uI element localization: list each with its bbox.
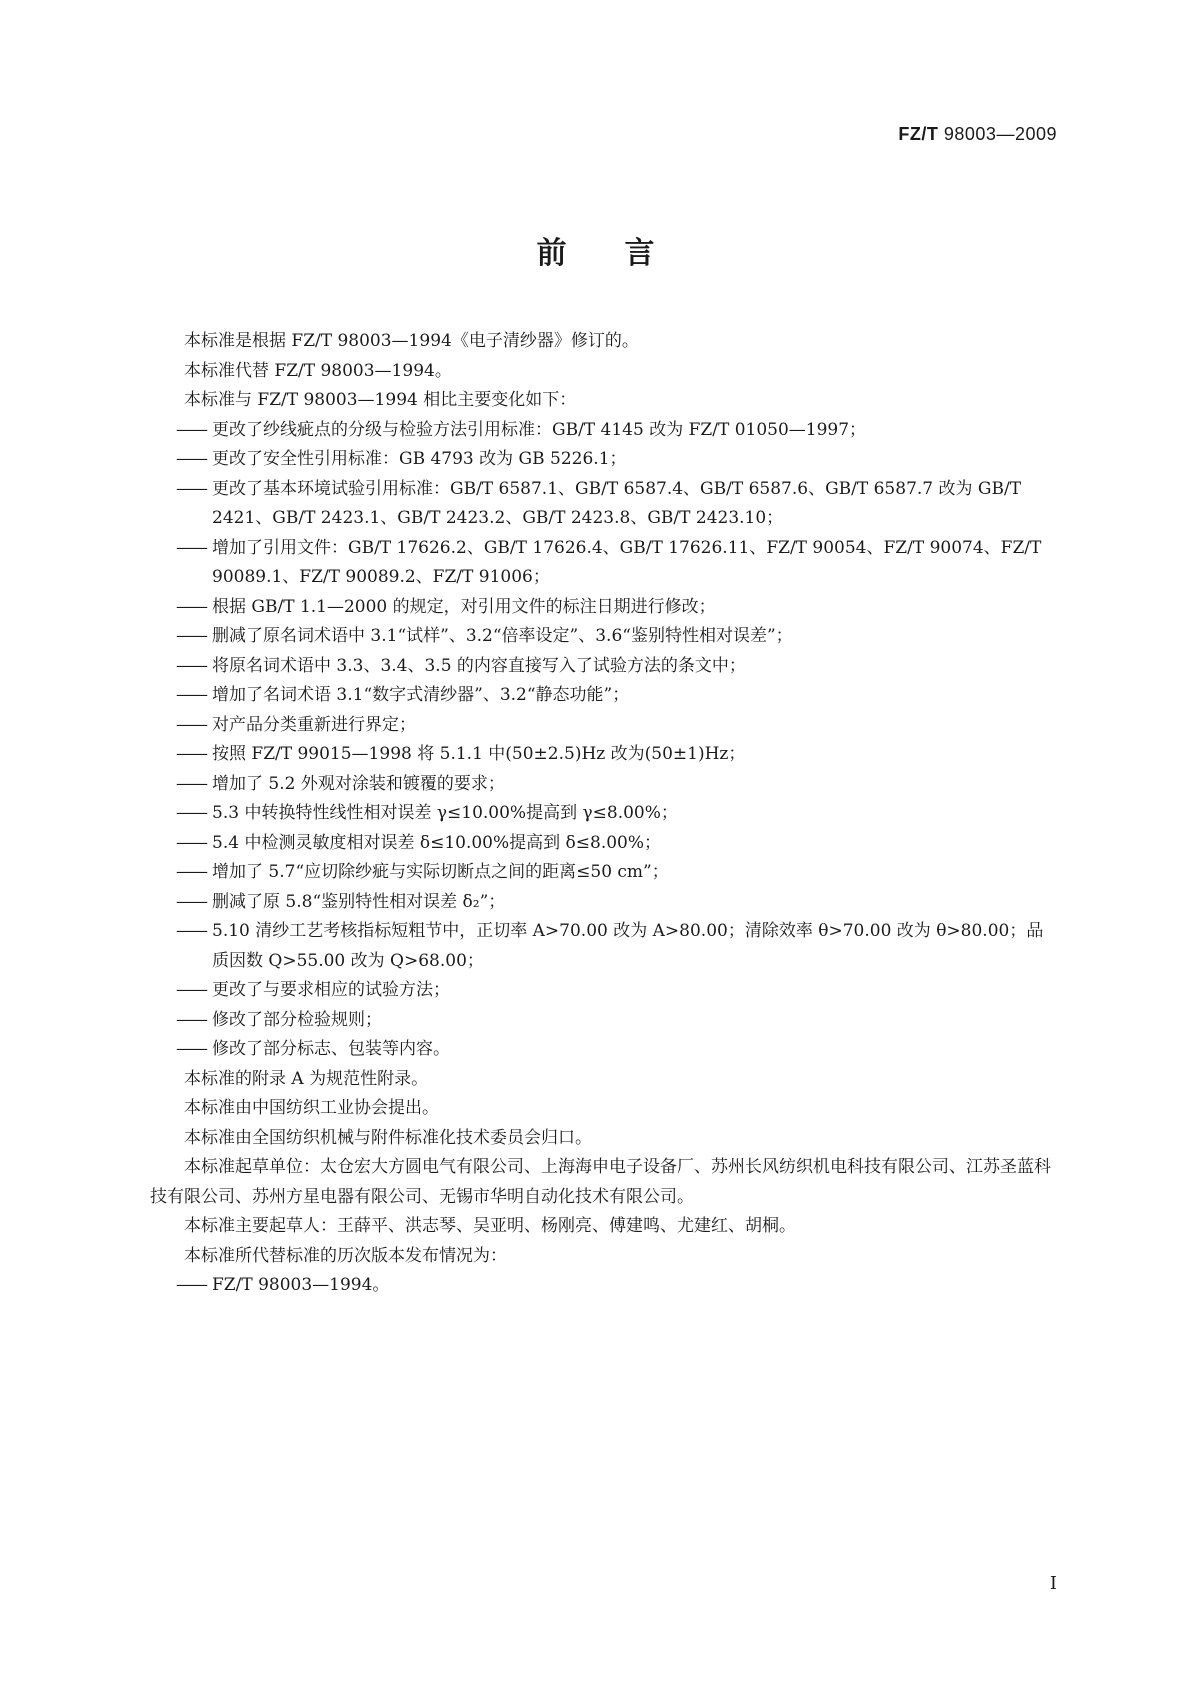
history-item-text: FZ/T 98003—1994。: [212, 1275, 390, 1295]
change-item: [150, 829, 1058, 859]
document-code-prefix: FZ/T: [898, 124, 939, 144]
paragraph: 本标准代替 FZ/T 98003—1994。: [184, 360, 452, 381]
change-item: [150, 534, 1058, 593]
dash-marker: ——: [176, 862, 206, 882]
change-item: [150, 445, 1058, 475]
change-item: [150, 652, 1058, 682]
dash-marker: ——: [176, 832, 206, 853]
paragraph: 本标准由全国纺织机械与附件标准化技术委员会归口。: [184, 1127, 592, 1148]
change-item-text: 5.10 清纱工艺考核指标短粗节中，正切率 A>70.00 改为 A>80.00；清除效率 θ>70.00 改为 θ>80.00；品质因数 Q>55.00 改为 Q>68.00；: [212, 921, 1044, 971]
dash-marker: ——: [176, 478, 206, 499]
change-item-text: 增加了 5.2 外观对涂装和镀覆的要求；: [212, 773, 505, 794]
change-item-text: 增加了引用文件：GB/T 17626.2、GB/T 17626.4、GB/T 17626.11、FZ/T 90054、FZ/T 90074、FZ/T 90089.1、FZ/T 90089.2、FZ/T 91006；: [212, 537, 1042, 587]
change-item: [150, 681, 1058, 711]
change-item: [150, 770, 1058, 800]
dash-marker: ——: [176, 744, 206, 764]
change-item: [150, 711, 1058, 741]
dash-marker: ——: [176, 537, 206, 558]
dash-marker: ——: [176, 626, 206, 646]
paragraph: 本标准主要起草人：王薛平、洪志琴、吴亚明、杨刚亮、傅建鸣、尤建红、胡桐。: [184, 1216, 796, 1236]
change-item-text: 根据 GB/T 1.1—2000 的规定，对引用文件的标注日期进行修改；: [212, 596, 716, 617]
change-item-text: 更改了纱线疵点的分级与检验方法引用标准：GB/T 4145 改为 FZ/T 01050—1997；: [212, 419, 867, 440]
dash-marker: ——: [176, 803, 206, 823]
dash-marker: ——: [176, 980, 206, 1000]
change-item: [150, 858, 1058, 888]
change-item-text: 5.4 中检测灵敏度相对误差 δ≤10.00%提高到 δ≤8.00%；: [212, 832, 662, 853]
paragraph: 本标准起草单位：太仓宏大方圆电气有限公司、上海海申电子设备厂、苏州长风纺织机电科技有限公司、江苏圣蓝科技有限公司、苏州方星电器有限公司、无锡市华明自动化技术有限公司。: [150, 1157, 1051, 1207]
paragraph: 本标准的附录 A 为规范性附录。: [184, 1068, 429, 1089]
change-item-text: 增加了名词术语 3.1“数字式清纱器”、3.2“静态功能”；: [212, 685, 630, 705]
change-item-text: 将原名词术语中 3.3、3.4、3.5 的内容直接写入了试验方法的条文中；: [212, 655, 746, 676]
dash-marker: ——: [176, 714, 206, 735]
change-item-text: 5.3 中转换特性线性相对误差 γ≤10.00%提高到 γ≤8.00%；: [212, 803, 678, 823]
dash-marker: ——: [176, 1039, 206, 1059]
change-item-text: 对产品分类重新进行界定；: [212, 714, 416, 735]
change-item: [150, 622, 1058, 652]
change-item-text: 更改了基本环境试验引用标准：GB/T 6587.1、GB/T 6587.4、GB/T 6587.6、GB/T 6587.7 改为 GB/T 2421、GB/T 2423.1、GB/T 2423.2、GB/T 2423.8、GB/T 2423.10；: [212, 478, 1022, 528]
dash-marker: ——: [176, 655, 206, 676]
change-item-text: 修改了部分检验规则；: [212, 1009, 382, 1030]
change-item: [150, 593, 1058, 623]
dash-marker: ——: [176, 449, 206, 469]
dash-marker: ——: [176, 891, 206, 912]
paragraph: 本标准与 FZ/T 98003—1994 相比主要变化如下：: [184, 390, 577, 410]
document-code: [898, 124, 1057, 145]
paragraph: 本标准所代替标准的历次版本发布情况为：: [184, 1245, 507, 1266]
change-item: [150, 1035, 1058, 1065]
dash-marker: ——: [176, 1009, 206, 1030]
change-item-text: 删减了原 5.8“鉴别特性相对误差 δ₂”；: [212, 891, 506, 912]
page-title: 前言: [536, 236, 713, 271]
dash-marker: ——: [176, 921, 206, 941]
paragraph: 本标准是根据 FZ/T 98003—1994《电子清纱器》修订的。: [184, 331, 639, 351]
paragraph: 本标准由中国纺织工业协会提出。: [184, 1098, 439, 1118]
dash-marker: ——: [176, 596, 206, 617]
change-item: [150, 917, 1058, 976]
change-item-text: 按照 FZ/T 99015—1998 将 5.1.1 中(50±2.5)Hz 改为(50±1)Hz；: [212, 744, 746, 764]
change-item-text: 删减了原名词术语中 3.1“试样”、3.2“倍率设定”、3.6“鉴别特性相对误差”；: [212, 626, 793, 646]
change-item-text: 增加了 5.7“应切除纱疵与实际切断点之间的距离≤50 cm”；: [212, 862, 669, 882]
change-item: [150, 416, 1058, 446]
page-number: I: [1049, 1573, 1057, 1594]
history-item: [150, 1271, 1058, 1301]
change-item-text: 修改了部分标志、包装等内容。: [212, 1039, 450, 1059]
dash-marker: ——: [176, 1275, 206, 1295]
dash-marker: ——: [176, 419, 206, 440]
change-item-text: 更改了安全性引用标准：GB 4793 改为 GB 5226.1；: [212, 449, 627, 469]
change-item: [150, 799, 1058, 829]
document-code-number: 98003—2009: [938, 124, 1057, 144]
document-body: [150, 327, 1058, 1301]
change-item: [150, 1006, 1058, 1036]
change-item: [150, 475, 1058, 534]
change-item: [150, 888, 1058, 918]
dash-marker: ——: [176, 773, 206, 794]
change-item: [150, 740, 1058, 770]
change-item: [150, 976, 1058, 1006]
change-item-text: 更改了与要求相应的试验方法；: [212, 980, 450, 1000]
dash-marker: ——: [176, 685, 206, 705]
